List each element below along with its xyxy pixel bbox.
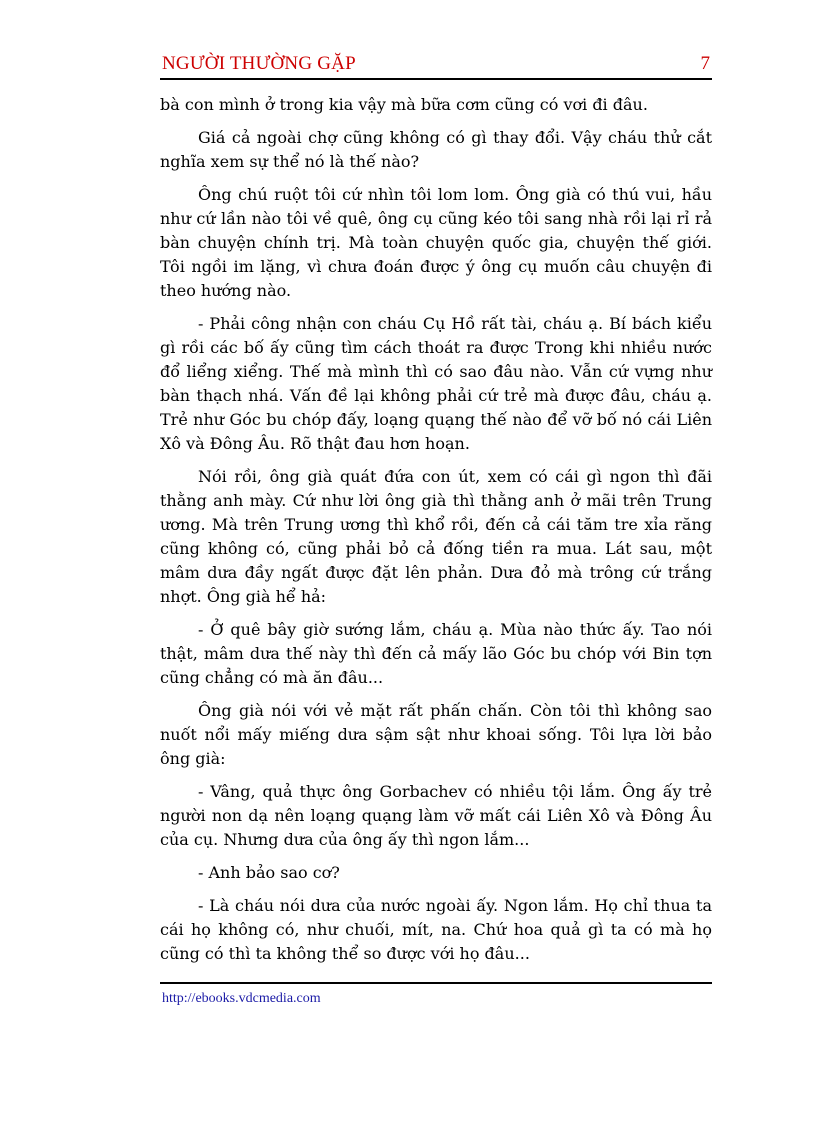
page-number: 7 xyxy=(700,53,710,74)
paragraph: - Ở quê bây giờ sướng lắm, cháu ạ. Mùa nào thức ấy. Tao nói thật, mâm dưa thế này thì đến cả mấy lão Góc bu chóp với Bin tợn cũng chẳng có mà ăn đâu... xyxy=(160,620,712,687)
book-title: NGƯỜI THƯỜNG GẶP xyxy=(162,53,356,74)
paragraph: - Anh bảo sao cơ? xyxy=(198,863,340,882)
paragraph: - Là cháu nói dưa của nước ngoài ấy. Ngon lắm. Họ chỉ thua ta cái họ không có, như chuối, mít, na. Chứ hoa quả gì ta có mà họ cũng có thì ta không thể so được với họ đâu... xyxy=(160,896,712,963)
running-header xyxy=(160,50,712,80)
paragraph: Nói rồi, ông già quát đứa con út, xem có cái gì ngon thì đãi thằng anh mày. Cứ như lời ông già thì thằng anh ở mãi trên Trung ương. Mà trên Trung ương thì khổ rồi, đến cả cái tăm tre xỉa răng cũng không có, cũng phải bỏ cả đống tiền ra mua. Lát sau, một mâm dưa đầy ngất được đặt lên phản. Dưa đỏ mà trông cứ trắng nhợt. Ông già hể hả: xyxy=(160,467,712,606)
page-content xyxy=(160,50,712,975)
body-text xyxy=(160,93,712,966)
paragraph: - Vâng, quả thực ông Gorbachev có nhiều tội lắm. Ông ấy trẻ người non dạ nên loạng quạng làm vỡ mất cái Liên Xô và Đông Âu của cụ. Nhưng dưa của ông ấy thì ngon lắm... xyxy=(160,782,712,849)
paragraph: Giá cả ngoài chợ cũng không có gì thay đổi. Vậy cháu thử cắt nghĩa xem sự thể nó là thế nào? xyxy=(160,128,712,171)
footer-divider xyxy=(160,982,712,984)
paragraph: - Phải công nhận con cháu Cụ Hồ rất tài, cháu ạ. Bí bách kiểu gì rồi các bố ấy cũng tìm cách thoát ra được Trong khi nhiều nước đổ liểng xiểng. Thế mà mình thì có sao đâu nào. Vẫn cứ vựng như bàn thạch nhá. Vấn đề lại không phải cứ trẻ mà được đâu, cháu ạ. Trẻ như Góc bu chóp đấy, loạng quạng thế nào để vỡ bố nó cái Liên Xô và Đông Âu. Rõ thật đau hơn hoạn. xyxy=(160,314,712,453)
paragraph: bà con mình ở trong kia vậy mà bữa cơm cũng có vơi đi đâu. xyxy=(160,95,648,114)
paragraph: Ông chú ruột tôi cứ nhìn tôi lom lom. Ông già có thú vui, hầu như cứ lần nào tôi về quê, ông cụ cũng kéo tôi sang nhà rồi lại rỉ rả bàn chuyện chính trị. Mà toàn chuyện quốc gia, chuyện thế giới. Tôi ngồi im lặng, vì chưa đoán được ý ông cụ muốn câu chuyện đi theo hướng nào. xyxy=(160,185,712,300)
footer-link[interactable]: http://ebooks.vdcmedia.com xyxy=(162,991,321,1006)
paragraph: Ông già nói với vẻ mặt rất phấn chấn. Còn tôi thì không sao nuốt nổi mấy miếng dưa sậm sật như khoai sống. Tôi lựa lời bảo ông già: xyxy=(160,701,712,768)
